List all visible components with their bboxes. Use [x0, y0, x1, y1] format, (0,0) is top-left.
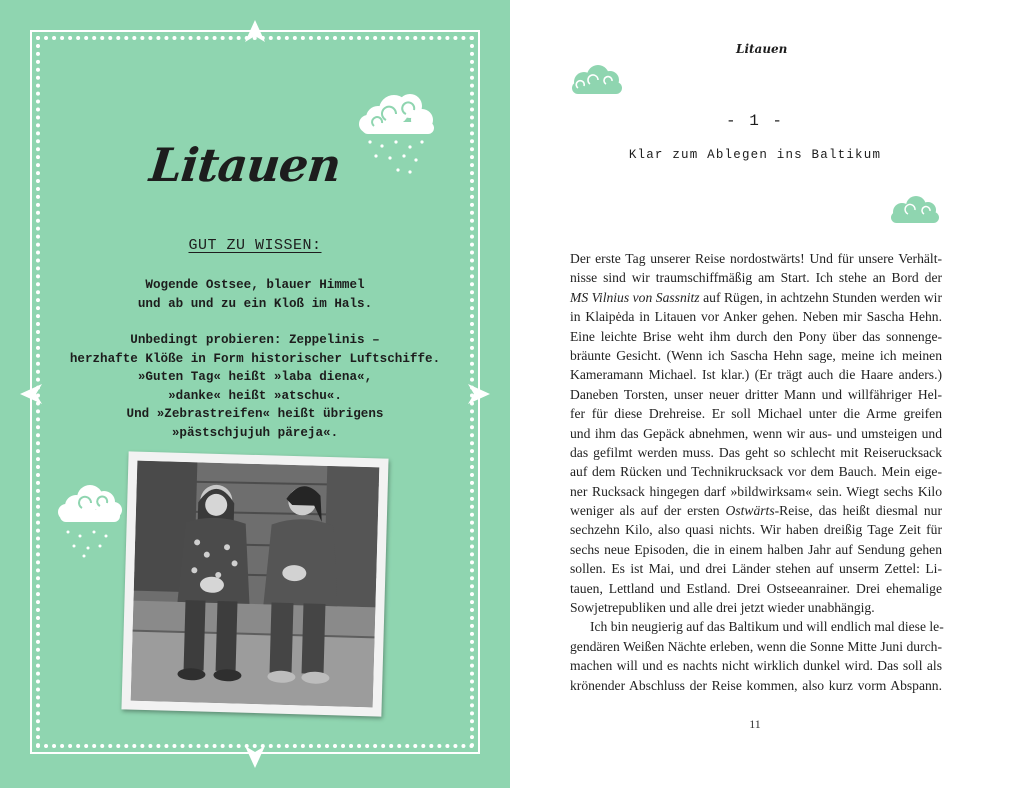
body-line: fer für diese Drehreise. Er soll Michael unter die Arme greifen [570, 406, 942, 422]
body-line: Eine leichte Brise weht ihm durch den Pony über das sonnenge- [570, 328, 942, 344]
info-line: Unbedingt probieren: Zeppelinis – [130, 333, 380, 347]
info-heading [0, 236, 510, 254]
info-paragraph-1 [40, 276, 470, 313]
photo-image [131, 461, 380, 708]
body-line: MS Vilnius von Sassnitz auf Rügen, in achtzehn Stunden werden wir [570, 289, 942, 305]
photo-two-women [121, 451, 388, 716]
body-line: bräunte Gesicht. (Wenn ich Sascha Hehn sage, meine ich meinen [570, 347, 942, 363]
rain-cloud-icon [56, 482, 124, 560]
body-line: sollen. Es ist Mai, und drei Länder stehen auf unserm Zettel: Li- [570, 561, 942, 577]
body-line: Der erste Tag unserer Reise nordostwärts! Und für unsere Verhält- [570, 251, 942, 266]
body-line: tauen, Lettland und Estland. Drei Ostseeanrainer. Drei ehemalige [570, 580, 942, 596]
info-heading-text: GUT ZU WISSEN: [188, 237, 322, 254]
arrow-up-icon [245, 20, 265, 42]
cloud-icon [888, 196, 942, 226]
info-line: »danke« heißt »atschu«. [168, 388, 342, 403]
body-line: Sowjetrepubliken und alle drei jetzt wieder unabhängig. [570, 600, 875, 616]
body-line: machen will und es nachts nicht wirklich dunkel wird. Das soll als [570, 658, 942, 674]
info-paragraph-2 [40, 331, 470, 442]
body-line: Ich bin neugierig auf das Baltikum und will endlich mal diese le- [590, 619, 944, 635]
running-head: Litauen [736, 42, 788, 56]
body-line: und ihm das Gepäck abnehmen, wenn wir aus- und umsteigen und [570, 425, 942, 441]
page-number: 11 [749, 717, 761, 731]
chapter-heading: Klar zum Ablegen ins Baltikum [628, 148, 882, 162]
body-line: Daneben Torsten, unser neuer dritter Mann und willfähriger Hel- [570, 386, 942, 402]
chapter-title: Litauen [147, 138, 343, 192]
cloud-icon [568, 64, 624, 98]
info-line: »pästschjujuh päreja«. [171, 425, 339, 440]
body-line: nisse sind wir traumschiffmäßig am Start. Ich stehe an Bord der [570, 270, 942, 286]
body-line: gendären Weißen Nächte erleben, wenn die Sonne Mitte Juni durch- [570, 638, 942, 654]
body-line: krönender Abschluss der Reise kommen, also kurz vorm Abspann. [570, 677, 942, 693]
chapter-number: - 1 - [725, 112, 784, 130]
body-line: Kameramann Michael. Ist klar.) (Er trägt auch die Haare anders.) [570, 367, 942, 383]
body-line: sechzehn Kilo, also quasi nichts. Wir haben dreißig Tage Zeit für [570, 522, 942, 538]
rain-cloud-icon [356, 92, 438, 178]
body-text [570, 249, 942, 695]
info-line: herzhafte Klöße in Form historischer Luftschiffe. [69, 351, 441, 366]
body-line: ner Rucksack hingegen darf »bildwirksam« sein. Wiegt sechs Kilo [570, 483, 942, 499]
info-line: Wogende Ostsee, blauer Himmel [145, 278, 365, 292]
arrow-down-icon [245, 746, 265, 768]
body-line: auf dem Rücken und Technikrucksack vor dem Bauch. Mein eige- [570, 464, 942, 480]
info-line: »Guten Tag« heißt »laba diena«, [137, 370, 373, 384]
body-line: in Klaipėda in Litauen vor Anker gehen. Neben mir Sascha Hehn. [570, 309, 942, 325]
body-line: sechs neue Episoden, die in einem halben Jahr auf Sendung gehen [570, 541, 942, 557]
body-line: das gefilmt werden muss. Das geht so schlecht mit Reiserucksack [570, 444, 942, 460]
info-line: Und »Zebrastreifen« heißt übrigens [126, 407, 384, 421]
info-line: und ab und zu ein Kloß im Hals. [137, 296, 373, 311]
body-line: weniger als auf der ersten Ostwärts-Reise, das heißt diesmal nur [570, 503, 942, 519]
arrow-left-icon [20, 384, 42, 404]
arrow-right-icon [468, 384, 490, 404]
